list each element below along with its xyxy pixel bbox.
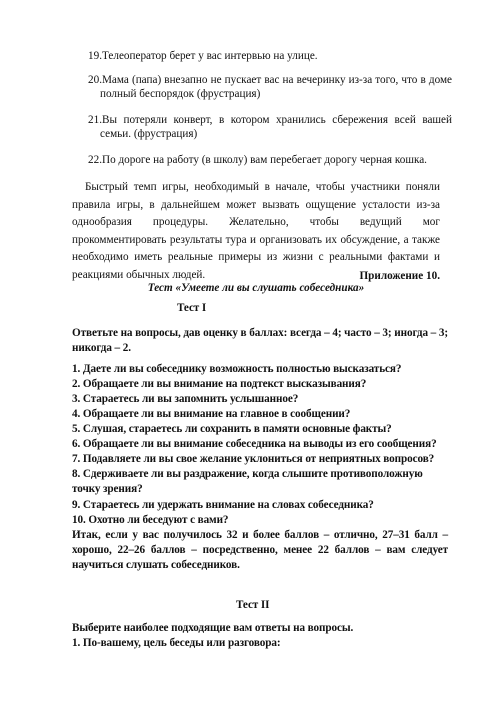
test1-heading: Тест I	[177, 302, 207, 314]
body-paragraph: Быстрый темп игры, необходимый в начале, чтобы участники поняли правила игры, в дальнейшем может вызвать ощущение усталости из-за однообразия процедуры. Желательно, чтобы ведущий мог прокомментировать результаты тура и организовать их обсуждение, а также необходимо иметь реальные примеры из жизни с реальными фактами и реакциями обычных людей.	[72, 181, 440, 281]
test2-instruction: Выберите наиболее подходящие вам ответы на вопросы.	[72, 622, 354, 634]
test1-question: 4. Обращаете ли вы внимание на главное в сообщении?	[72, 408, 351, 420]
test1-question: 6. Обращаете ли вы внимание собеседника на выводы из его сообщения?	[72, 438, 437, 450]
test2-question: 1. По-вашему, цель беседы или разговора:	[72, 637, 281, 649]
list-item-22: 22.По дороге на работу (в школу) вам перебегает дорогу черная кошка.	[88, 154, 427, 166]
test1-question: 5. Слушая, стараетесь ли сохранить в памяти основные факты?	[72, 423, 392, 435]
test1-question: 1. Даете ли вы собеседнику возможность полностью высказаться?	[72, 363, 402, 375]
test1-question: 9. Стараетесь ли удержать внимание на словах собеседника?	[72, 499, 374, 511]
list-item-19: 19.Телеоператор берет у вас интервью на улице.	[88, 50, 318, 62]
test1-question: 7. Подавляете ли вы свое желание уклониться от неприятных вопросов?	[72, 453, 435, 465]
test1-question: 2. Обращаете ли вы внимание на подтекст высказывания?	[72, 378, 367, 390]
test1-question: 8. Сдерживаете ли вы раздражение, когда слышите противоположную точку зрения?	[72, 468, 423, 495]
test1-scoring: Итак, если у вас получилось 32 и более баллов – отлично, 27–31 балл – хорошо, 22–26 баллов – посредственно, менее 22 баллов – вам следует научиться слушать собеседников.	[72, 529, 448, 571]
appendix-label: Приложение 10.	[359, 270, 440, 282]
test2-heading: Тест II	[236, 599, 270, 611]
test1-instruction: Ответьте на вопросы, дав оценку в баллах: всегда – 4; часто – 3; иногда – 3; никогда – 2.	[72, 327, 448, 354]
test-title: Тест «Умеете ли вы слушать собеседника»	[147, 282, 365, 294]
test1-question: 3. Стараетесь ли вы запомнить услышанное?	[72, 393, 299, 405]
list-item-21: 21.Вы потеряли конверт, в котором хранились сбережения всей вашей семьи. (фрустрация)	[88, 114, 452, 140]
list-item-20: 20.Мама (папа) внезапно не пускает вас на вечеринку из-за того, что в доме полный беспорядок (фрустрация)	[88, 74, 452, 100]
test1-question: 10. Охотно ли беседуют с вами?	[72, 514, 229, 526]
